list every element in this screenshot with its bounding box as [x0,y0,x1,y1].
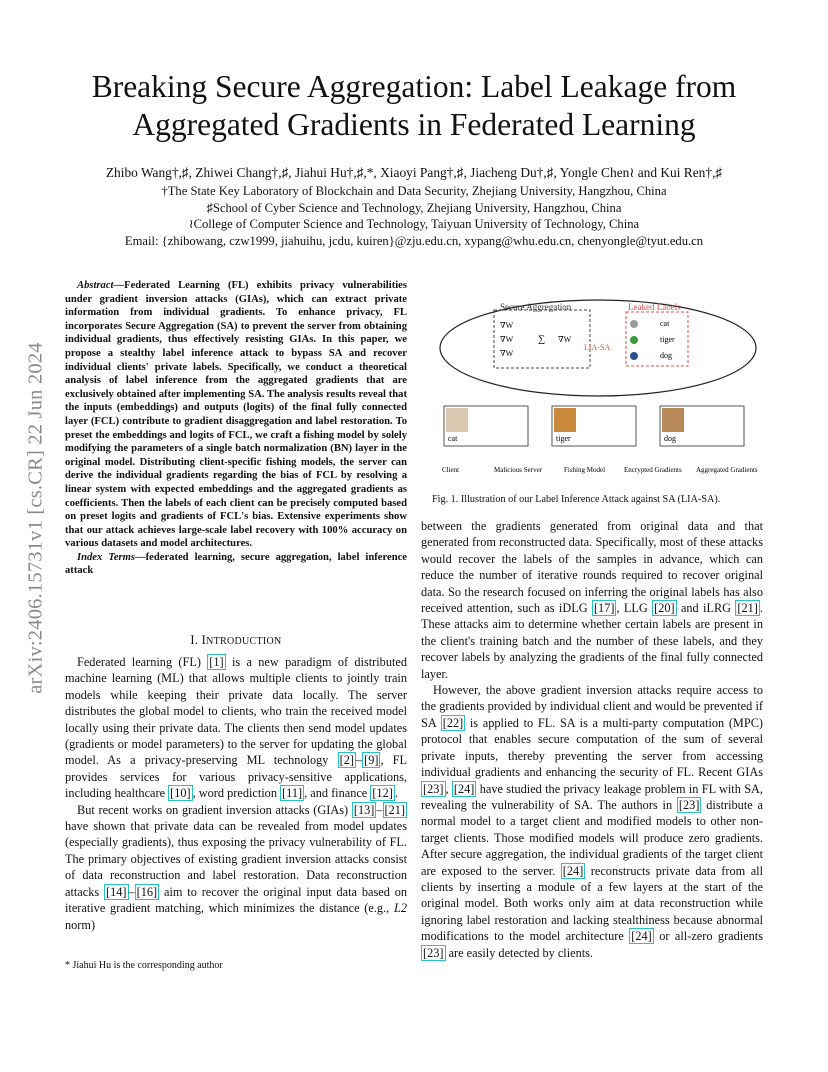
intro-left-column [65,654,407,933]
citation-link[interactable]: [11] [282,786,303,801]
citation-link[interactable]: [23] [423,781,444,796]
leaked-labels-title: Leaked Labels [628,302,681,312]
dog-image [662,408,684,432]
leaked-label-dog: dog [660,351,672,360]
affiliation-2: ♯School of Cyber Science and Technology, Zhejiang University, Hangzhou, China [206,201,622,215]
encrypted-grad-3: ∇W [500,349,514,358]
aggregated-grad: ∇W [558,335,572,344]
cat-image [446,408,468,432]
legend-encrypted-gradients: Encrypted Gradients [624,466,682,474]
citation-link[interactable]: [16] [136,884,158,899]
title-line-2: Aggregated Gradients in Federated Learning [132,107,696,142]
footnote: * Jiahui Hu is the corresponding author [65,960,223,971]
legend-client: Client [442,466,460,474]
citation-link[interactable]: [22] [442,715,464,730]
legend-fishing-model: Fishing Model [564,466,606,474]
leaked-label-tiger: tiger [660,335,675,344]
affiliation-3: ≀College of Computer Science and Technology, Taiyuan University of Technology, China [188,217,640,231]
client-icon [630,320,638,328]
intro-paragraph-1: Federated learning (FL) [1] is a new paradigm of distributed machine learning (ML) that allows multiple clients to jointly train models while keeping their private data locally. The server distributes the global model to clients, who train the received model locally using their private data. The clients then send model updates (gradients or model parameters) to the server for updating the global model. As a privacy-preserving ML technology [2] – [9] , FL provides services for various privacy-sensitive applications, including healthcare [10] , word prediction [11] , and finance [12] . [65,655,408,801]
right-paragraph-2: However, the above gradient inversion attacks require access to the gradients provided by individual client and would be prevented if SA [22] is applied to FL. SA is a multi-party computation (MPC) protocol that enables secure computation of the sum of several private inputs, thereby preventing the server from accessing individual gradients and enhancing the security of FL. Recent GIAs [23] , [24] have studied the privacy leakage problem in FL with SA, revealing the vulnerability of SA. The authors in [23] distribute a normal model to a target client and modified models to other non-target clients. Those modified models will produce zero gradients. After secure aggregation, the individual gradients of the target client are exposed to the server. [24] reconstructs private data from all clients by inserting a module of a few layers at the start of the original model. Both works only aim at data reconstruction while ignoring label restoration and lacking stealthiness because abnormal modifications to the model architecture [24] or all-zero gradients [23] are easily detected by clients. [421,683,763,960]
citation-link[interactable]: [21] [384,802,405,817]
email-line: Email: {zhibowang, czw1999, jiahuihu, jcdu, kuiren}@zju.edu.cn, xypang@whu.edu.cn, chenyongle@tyut.edu.cn [124,234,704,248]
lia-sa-label: LIA-SA [584,343,611,352]
citation-link[interactable]: [13] [353,802,375,817]
image-label-cat: cat [448,434,458,443]
section-heading-introduction: I. INTRODUCTION [190,633,282,647]
citation-link[interactable]: [10] [170,786,191,801]
client-icon [630,352,638,360]
arxiv-sidebar [12,268,60,768]
intro-right-column [421,518,763,961]
citation-link[interactable]: [14] [106,884,127,899]
figure-1 [434,296,762,484]
citation-link[interactable]: [24] [562,863,584,878]
citation-link[interactable]: [12] [372,786,393,801]
citation-link[interactable]: [21] [737,601,758,616]
secure-aggregation-label: Secure Aggregation [500,302,572,312]
leaked-label-cat: cat [660,319,670,328]
image-label-tiger: tiger [556,434,571,443]
figure-1-diagram [434,296,762,484]
arxiv-identifier[interactable]: arXiv:2406.15731v1 [cs.CR] 22 Jun 2024 [24,342,47,694]
citation-link[interactable]: [9] [364,753,379,768]
author-list: Zhibo Wang†,♯, Zhiwei Chang†,♯, Jiahui Hu†,♯,*, Xiaoyi Pang†,♯, Jiacheng Du†,♯, Yongle Chen≀ and Kui Ren†,♯ [105,165,723,180]
index-terms-label: Index Terms [77,551,136,563]
citation-link[interactable]: [17] [593,601,615,616]
legend-aggregated-gradients: Aggregated Gradients [696,466,758,474]
encrypted-grad-1: ∇W [500,321,514,330]
abstract-label: Abstract [77,280,114,291]
client-icon [630,336,638,344]
right-paragraph-1: between the gradients generated from original data and that generated from reconstructed data. Specifically, most of these attacks would recover the labels of the samples in advance, which can reduce the number of iterative rounds required to recover original data. So the research focused on inferring the original labels has also received attention, such as iDLG [17] , LLG [20] and iLRG [21] . These attacks aim to determine whether certain labels are present in the client's training batch and the number of these labels, and they recover labels by analyzing the gradients of the final fully connected layer. [421,519,763,681]
image-label-dog: dog [664,434,676,443]
affiliation-1: †The State Key Laboratory of Blockchain and Data Security, Zhejiang University, Hangzhou, China [161,184,667,198]
citation-link[interactable]: [20] [654,601,675,616]
intro-paragraph-2: But recent works on gradient inversion attacks (GIAs) [13] – [21] have shown that private data can be revealed from model updates (especially gradients), thus exposing the privacy vulnerability of FL. The primary objectives of existing gradient inversion attacks consist of data reconstruction and label restoration. Data reconstruction attacks [14] – [16] aim to recover the original input data based on iterative gradient matching, which minimizes the distance (e.g., L2 norm) [65,802,408,932]
citation-link[interactable]: [23] [423,945,444,960]
citation-link[interactable]: [1] [209,655,224,669]
citation-link[interactable]: [24] [453,781,475,796]
abstract [65,279,407,578]
citation-link[interactable]: [24] [631,929,652,944]
index-terms-text: —federated learning, secure aggregation, label inference attack [65,551,407,577]
sum-symbol: ∑ [538,334,546,345]
citation-link[interactable]: [2] [339,753,354,768]
tiger-image [554,408,576,432]
paper-title [60,68,768,144]
legend-malicious-server: Malicious Server [494,466,543,474]
abstract-text: —Federated Learning (FL) exhibits privacy vulnerabilities under gradient inversion attacks (GIAs), which can extract private information from individual gradients. To enhance privacy, FL incorporates Secure Aggregation (SA) to prevent the server from obtaining individual gradients, thus effectively resisting GIAs. In this paper, we propose a stealthy label inference attack to bypass SA and recover individual clients' private labels. Specifically, we conduct a theoretical analysis of label inference from the aggregated gradients that are exclusively obtained after implementing SA. The analysis results reveal that the inputs (embeddings) and outputs (logits) of the final fully connected layer (FCL) contribute to gradient disaggregation and label restoration. To preset the embeddings and logits of FCL, we craft a fishing model by solely modifying the parameters of a single batch normalization (BN) layer in the original model. Distributing client-specific fishing models, the server can derive the individual gradients regarding the bias of FCL by resolving a linear system with expected embeddings and the aggregated gradients as coefficients. Then the labels of each client can be precisely computed based on preset logits and gradients of FCL's bias. Extensive experiments show that our attack achieves large-scale label recovery with 100% accuracy on various datasets and model architectures. [65,280,407,550]
figure-caption: Fig. 1. Illustration of our Label Inference Attack against SA (LIA-SA). [432,494,721,505]
encrypted-grad-2: ∇W [500,335,514,344]
citation-link[interactable]: [23] [678,797,700,812]
title-line-1: Breaking Secure Aggregation: Label Leakage from [91,69,737,104]
